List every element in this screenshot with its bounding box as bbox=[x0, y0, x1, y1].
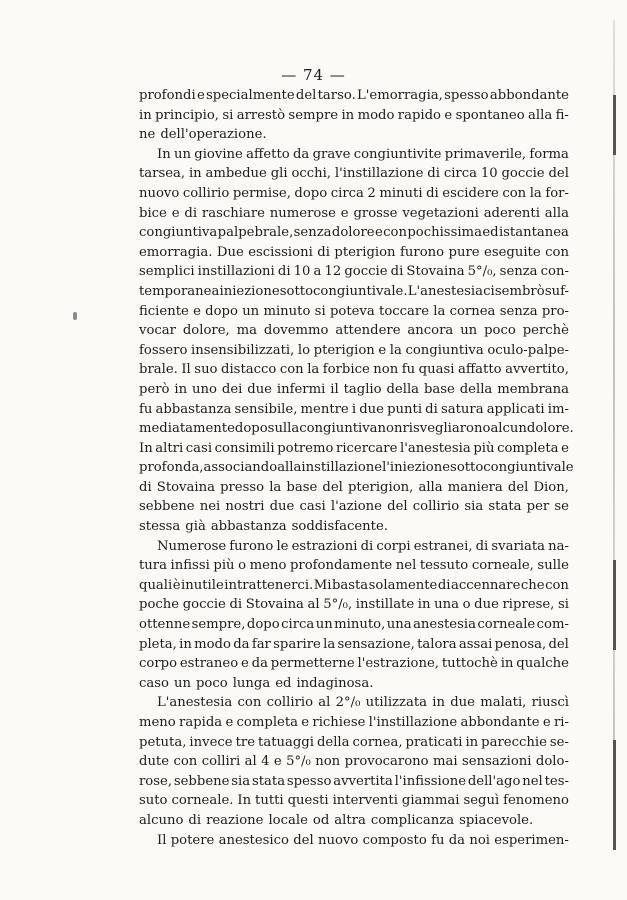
text-line: bice e di raschiare numerose e grosse vegetazioni aderenti alla bbox=[139, 205, 569, 221]
text-line: semplici instillazioni di 10 a 12 goccie di Stovaina 5°/₀, senza con- bbox=[139, 264, 569, 280]
text-line: corpo estraneo e da permetterne l'estrazione, tuttochè in qualche bbox=[139, 656, 569, 672]
text-line: temporanea iniezione sottocongiuntivale. L'anestesia ci sembrò suf- bbox=[139, 283, 569, 299]
text-line: ficiente e dopo un minuto si poteva toccare la cornea senza pro- bbox=[139, 303, 569, 319]
text-line: suto corneale. In tutti questi interventi giammai seguì fenomeno bbox=[139, 793, 569, 809]
text-line: In un giovine affetto da grave congiuntivite primaverile, forma bbox=[157, 146, 569, 162]
scan-edge-mark bbox=[613, 560, 616, 650]
text-line: profondi e specialmente del tarso. L'emorragia, spesso abbondante bbox=[139, 88, 569, 103]
text-line: di Stovaina presso la base del pterigion, alla maniera del Dion, bbox=[139, 479, 569, 495]
page-number: — 74 — bbox=[281, 66, 346, 84]
scan-edge-mark bbox=[613, 740, 616, 850]
text-line: petuta, invece tre tatuaggi della cornea, praticati in parecchie se- bbox=[139, 734, 569, 750]
text-line: alcuno di reazione locale od altra complicanza spiacevole. bbox=[139, 812, 534, 828]
text-line: emorragia. Due escissioni di pterigion furono pure eseguite con bbox=[139, 244, 569, 260]
text-line: pleta, in modo da far sparire la sensazione, talora assai penosa, del bbox=[139, 636, 569, 652]
text-line: tarsea, in ambedue gli occhi, l'instillazione di circa 10 goccie del bbox=[139, 166, 569, 182]
body-text bbox=[139, 86, 574, 850]
text-line: dute con colliri al 4 e 5°/₀ non provocarono mai sensazioni dolo- bbox=[139, 754, 569, 770]
text-line: L'anestesia con collirio al 2°/₀ utilizzata in due malati, riuscì bbox=[157, 695, 569, 711]
scan-edge-mark bbox=[613, 95, 616, 155]
text-line: però in uno dei due infermi il taglio della base della membrana bbox=[139, 381, 569, 397]
text-line: caso un poco lunga ed indaginosa. bbox=[139, 675, 374, 691]
text-line: vocar dolore, ma dovemmo attendere ancora un poco perchè bbox=[139, 323, 569, 339]
text-line: poche goccie di Stovaina al 5°/₀, instillate in una o due riprese, si bbox=[139, 597, 569, 613]
text-line: congiuntiva palpebrale, senza dolore e con pochissima ed istantanea bbox=[139, 225, 569, 241]
text-line: ne dell'operazione. bbox=[139, 127, 267, 143]
text-line: rose, sebbene sia stata spesso avvertita l'infissione dell'ago nel tes- bbox=[139, 773, 569, 789]
text-line: mediatamente dopo sulla congiuntiva non risvegliarono alcun dolore. bbox=[139, 421, 574, 437]
scan-speck bbox=[73, 312, 77, 320]
text-line: quali è inutile intrattenerci. Mi basta solamente di accennare che con bbox=[139, 577, 569, 593]
text-line: sebbene nei nostri due casi l'azione del collirio sia stata per se bbox=[139, 499, 569, 515]
text-line: nuovo collirio permise, dopo circa 2 minuti di escidere con la for- bbox=[139, 185, 569, 201]
text-line: tura infissi più o meno profondamente nel tessuto corneale, sulle bbox=[139, 558, 569, 574]
text-line: fu abbastanza sensibile, mentre i due punti di satura applicati im- bbox=[139, 401, 569, 417]
text-line: profonda, associando alla instillazione l'iniezione sottocongiuntivale bbox=[139, 460, 574, 476]
text-line: Il potere anestesico del nuovo composto fu da noi esperimen- bbox=[157, 832, 569, 848]
text-line: meno rapida e completa e richiese l'instillazione abbondante e ri- bbox=[139, 715, 569, 730]
text-line: Numerose furono le estrazioni di corpi estranei, di svariata na- bbox=[157, 538, 569, 554]
text-line: fossero insensibilizzati, lo pterigion e la congiuntiva oculo-palpe- bbox=[139, 342, 569, 358]
text-line: in principio, si arrestò sempre in modo rapido e spontaneo alla fi- bbox=[139, 107, 569, 123]
text-line: brale. Il suo distacco con la forbice non fu quasi affatto avvertito, bbox=[139, 362, 569, 378]
text-line: In altri casi consimili potremo ricercare l'anestesia più completa e bbox=[139, 440, 569, 456]
text-line: stessa già abbastanza soddisfacente. bbox=[139, 519, 388, 535]
text-line: ottenne sempre, dopo circa un minuto, una anestesia corneale com- bbox=[139, 617, 569, 633]
